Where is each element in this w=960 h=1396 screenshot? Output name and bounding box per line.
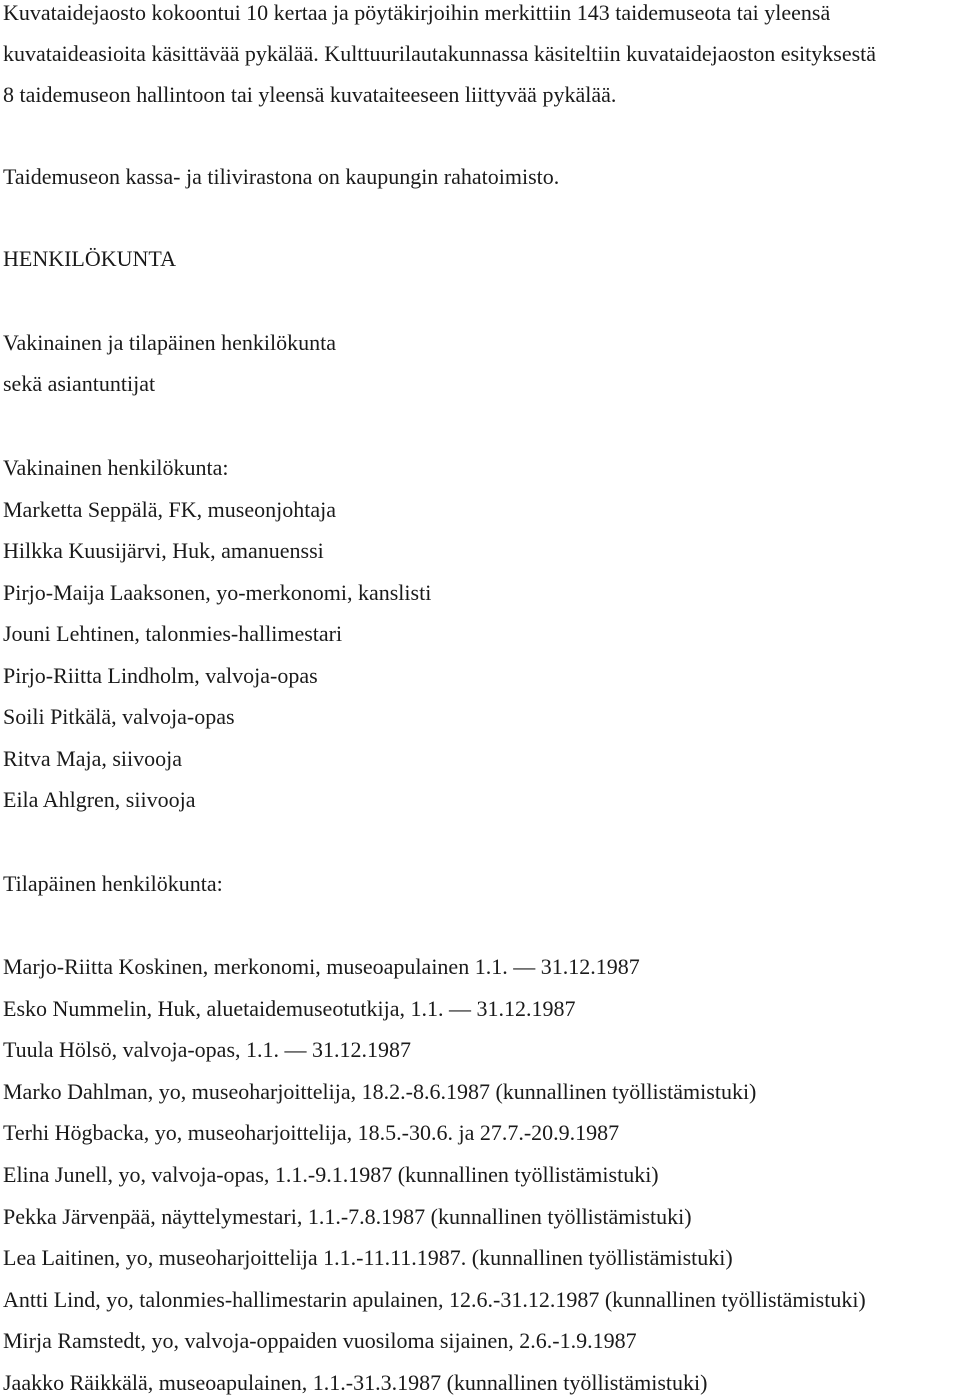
section-heading: HENKILÖKUNTA xyxy=(3,246,176,271)
staff-member: Marko Dahlman, yo, museoharjoittelija, 18.2.-8.6.1987 (kunnallinen työllistämistuki) xyxy=(3,1079,757,1104)
staff-member: Tuula Hölsö, valvoja-opas, 1.1. — 31.12.1987 xyxy=(3,1037,412,1062)
staff-member: Marketta Seppälä, FK, museonjohtaja xyxy=(3,497,336,522)
intro-line: 8 taidemuseon hallintoon tai yleensä kuvataiteeseen liittyvää pykälää. xyxy=(3,82,617,107)
staff-member: Eila Ahlgren, siivooja xyxy=(3,787,196,812)
staff-member: Soili Pitkälä, valvoja-opas xyxy=(3,704,235,729)
staff-member: Antti Lind, yo, talonmies-hallimestarin apulainen, 12.6.-31.12.1987 (kunnallinen työllistämistuki) xyxy=(3,1287,866,1312)
staff-member: Lea Laitinen, yo, museoharjoittelija 1.1.-11.11.1987. (kunnallinen työllistämistuki) xyxy=(3,1245,733,1270)
staff-member: Jaakko Räikkälä, museoapulainen, 1.1.-31.3.1987 (kunnallinen työllistämistuki) xyxy=(3,1370,708,1395)
staff-member: Ritva Maja, siivooja xyxy=(3,746,183,771)
permanent-staff-label: Vakinainen henkilökunta: xyxy=(3,455,229,480)
staff-member: Hilkka Kuusijärvi, Huk, amanuenssi xyxy=(3,538,324,563)
subheading: Vakinainen ja tilapäinen henkilökunta xyxy=(3,330,336,355)
staff-member: Pekka Järvenpää, näyttelymestari, 1.1.-7.8.1987 (kunnallinen työllistämistuki) xyxy=(3,1204,692,1229)
staff-member: Terhi Högbacka, yo, museoharjoittelija, 18.5.-30.6. ja 27.7.-20.9.1987 xyxy=(3,1120,620,1145)
subheading: sekä asiantuntijat xyxy=(3,371,156,396)
staff-member: Pirjo-Maija Laaksonen, yo-merkonomi, kanslisti xyxy=(3,580,432,605)
staff-member: Marjo-Riitta Koskinen, merkonomi, museoapulainen 1.1. — 31.12.1987 xyxy=(3,954,640,979)
staff-member: Elina Junell, yo, valvoja-opas, 1.1.-9.1.1987 (kunnallinen työllistämistuki) xyxy=(3,1162,659,1187)
staff-member: Jouni Lehtinen, talonmies-hallimestari xyxy=(3,621,343,646)
temporary-staff-label: Tilapäinen henkilökunta: xyxy=(3,871,223,896)
staff-member: Mirja Ramstedt, yo, valvoja-oppaiden vuosiloma sijainen, 2.6.-1.9.1987 xyxy=(3,1328,637,1353)
intro-line: kuvataideasioita käsittävää pykälää. Kulttuurilautakunnassa käsiteltiin kuvataidejaoston esityksestä xyxy=(3,41,877,66)
staff-member: Esko Nummelin, Huk, aluetaidemuseotutkija, 1.1. — 31.12.1987 xyxy=(3,996,576,1021)
cashier-paragraph: Taidemuseon kassa- ja tilivirastona on kaupungin rahatoimisto. xyxy=(3,164,560,189)
intro-line: Kuvataidejaosto kokoontui 10 kertaa ja pöytäkirjoihin merkittiin 143 taidemuseota tai yleensä xyxy=(3,0,831,25)
staff-member: Pirjo-Riitta Lindholm, valvoja-opas xyxy=(3,663,318,688)
